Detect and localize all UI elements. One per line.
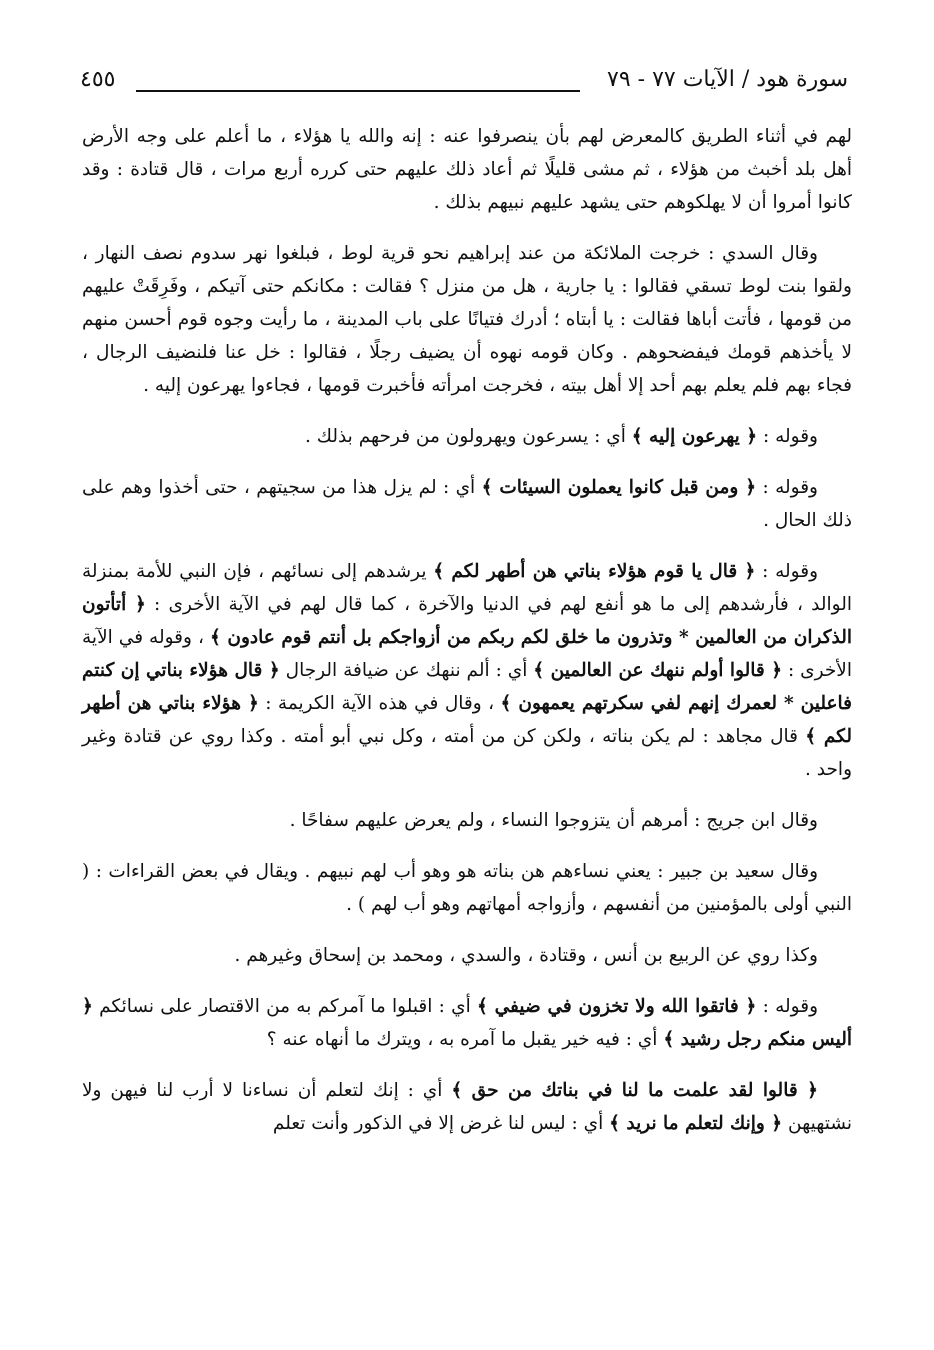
quran-quote: ﴿ وإنك لتعلم ما نريد ﴾	[609, 1113, 783, 1134]
quran-quote: ﴿ أليس منكم رجل رشيد ﴾	[82, 996, 852, 1050]
running-title: سورة هود / الآيات ٧٧ - ٧٩	[607, 67, 848, 92]
paragraph	[82, 939, 852, 972]
paragraph-text: وقال ابن جريج : أمرهم أن يتزوجوا النساء ، ولم يعرض عليهم سفاحًا .	[289, 810, 818, 831]
paragraph	[82, 471, 852, 537]
paragraph-text: وقال سعيد بن جبير : يعني نساءهم هن بناته هو وهو أب لهم نبيهم . ويقال في بعض القراءات : ( النبي أولى بالمؤمنين من أنفسهم ، وأزواجه أمهاتهم وهو أب لهم ) .	[82, 861, 852, 915]
paragraph	[82, 1074, 852, 1140]
quran-quote: ﴿ يهرعون إليه ﴾	[631, 426, 758, 447]
quran-quote: ﴿ قالوا لقد علمت ما لنا في بناتك من حق ﴾	[451, 1080, 818, 1101]
paragraph	[82, 120, 852, 219]
paragraph-text: أي : اقبلوا ما آمركم به من الاقتصار على نسائكم	[92, 996, 477, 1017]
quran-quote: ﴿ ومن قبل كانوا يعملون السيئات ﴾	[481, 477, 757, 498]
page-header	[80, 64, 848, 100]
paragraph	[82, 420, 852, 453]
quran-quote: ﴿ هؤلاء بناتي هن أطهر لكم ﴾	[82, 693, 852, 747]
paragraph-text: أي : يسرعون ويهرولون من فرحهم بذلك .	[304, 426, 632, 447]
paragraph-text: وقوله :	[757, 426, 818, 447]
paragraph-text: وكذا روي عن الربيع بن أنس ، وقتادة ، والسدي ، ومحمد بن إسحاق وغيرهم .	[234, 945, 818, 966]
page-body	[82, 120, 852, 1158]
paragraph-text: وقوله :	[756, 477, 818, 498]
header-rule	[136, 90, 580, 92]
paragraph	[82, 990, 852, 1056]
quran-quote: ﴿ أتأتون الذكران من العالمين * وتذرون ما خلق لكم ربكم من أزواجكم بل أنتم قوم عادون ﴾	[82, 594, 853, 648]
paragraph-text: أي : ليس لنا غرض إلا في الذكور وأنت تعلم	[272, 1113, 610, 1134]
paragraph	[82, 855, 852, 921]
paragraph-text: وقال السدي : خرجت الملائكة من عند إبراهيم نحو قرية لوط ، فبلغوا نهر سدوم نصف النهار ، ولقوا بنت لوط تسقي فقالوا : يا جارية ، هل من منزل ؟ فقالت : مكانكم حتى آتيكم ، وفَرِقَتْ عليهم من قومها ، فأتت أباها فقالت : يا أبتاه ؛ أدرك فتيانًا على باب المدينة ، ما رأيت وجوه قوم أحسن منهم لا يأخذهم قومك فيفضحوهم . وكان قومه نهوه أن يضيف رجلًا ، فقالوا : خل عنا فلنضيف الرجال ، فجاء بهم فلم يعلم بهم أحد إلا أهل بيته ، فخرجت امرأته فأخبرت قومها ، فجاءوا يهرعون إليه .	[82, 243, 852, 396]
paragraph-text: قال مجاهد : لم يكن بناته ، ولكن كن من أمته ، وكل نبي أبو أمته . وكذا روي عن قتادة وغير واحد .	[82, 726, 852, 780]
paragraph-text: يرشدهم إلى نسائهم ، فإن النبي للأمة بمنزلة الوالد ، فأرشدهم إلى ما هو أنفع لهم في الدنيا والآخرة ، كما قال لهم في الآية الأخرى :	[82, 561, 852, 615]
paragraph-text: وقوله :	[755, 561, 819, 582]
paragraph	[82, 237, 852, 402]
paragraph-text: أي : ألم ننهك عن ضيافة الرجال	[279, 660, 534, 681]
paragraph-text: ، وقوله في الآية الأخرى :	[82, 627, 852, 681]
paragraph-text: أي : إنك لتعلم أن نساءنا لا أرب لنا فيهن ولا نشتهيهن	[82, 1080, 852, 1134]
quran-quote: ﴿ فاتقوا الله ولا تخزون في ضيفي ﴾	[476, 996, 757, 1017]
paragraph	[82, 804, 852, 837]
quran-quote: ﴿ قال هؤلاء بناتي إن كنتم فاعلين * لعمرك إنهم لفي سكرتهم يعمهون ﴾	[82, 660, 852, 714]
paragraph	[82, 555, 852, 786]
paragraph-text: ، وقال في هذه الآية الكريمة :	[258, 693, 501, 714]
quran-quote: ﴿ قال يا قوم هؤلاء بناتي هن أطهر لكم ﴾	[433, 561, 756, 582]
page-number: ٤٥٥	[80, 67, 116, 92]
paragraph-text: أي : لم يزل هذا من سجيتهم ، حتى أخذوا وهم على ذلك الحال .	[82, 477, 852, 531]
quran-quote: ﴿ قالوا أولم ننهك عن العالمين ﴾	[533, 660, 783, 681]
paragraph-text: أي : فيه خير يقبل ما آمره به ، ويترك ما أنهاه عنه ؟	[266, 1029, 664, 1050]
paragraph-text: لهم في أثناء الطريق كالمعرض لهم بأن ينصرفوا عنه : إنه والله يا هؤلاء ، ما أعلم على وجه الأرض أهل بلد أخبث من هؤلاء ، ثم مشى قليلًا ثم أعاد ذلك عليهم حتى كرره أربع مرات ، قال قتادة : وقد كانوا أمروا أن لا يهلكوهم حتى يشهد عليهم نبيهم بذلك .	[82, 126, 852, 213]
paragraph-text: وقوله :	[756, 996, 819, 1017]
